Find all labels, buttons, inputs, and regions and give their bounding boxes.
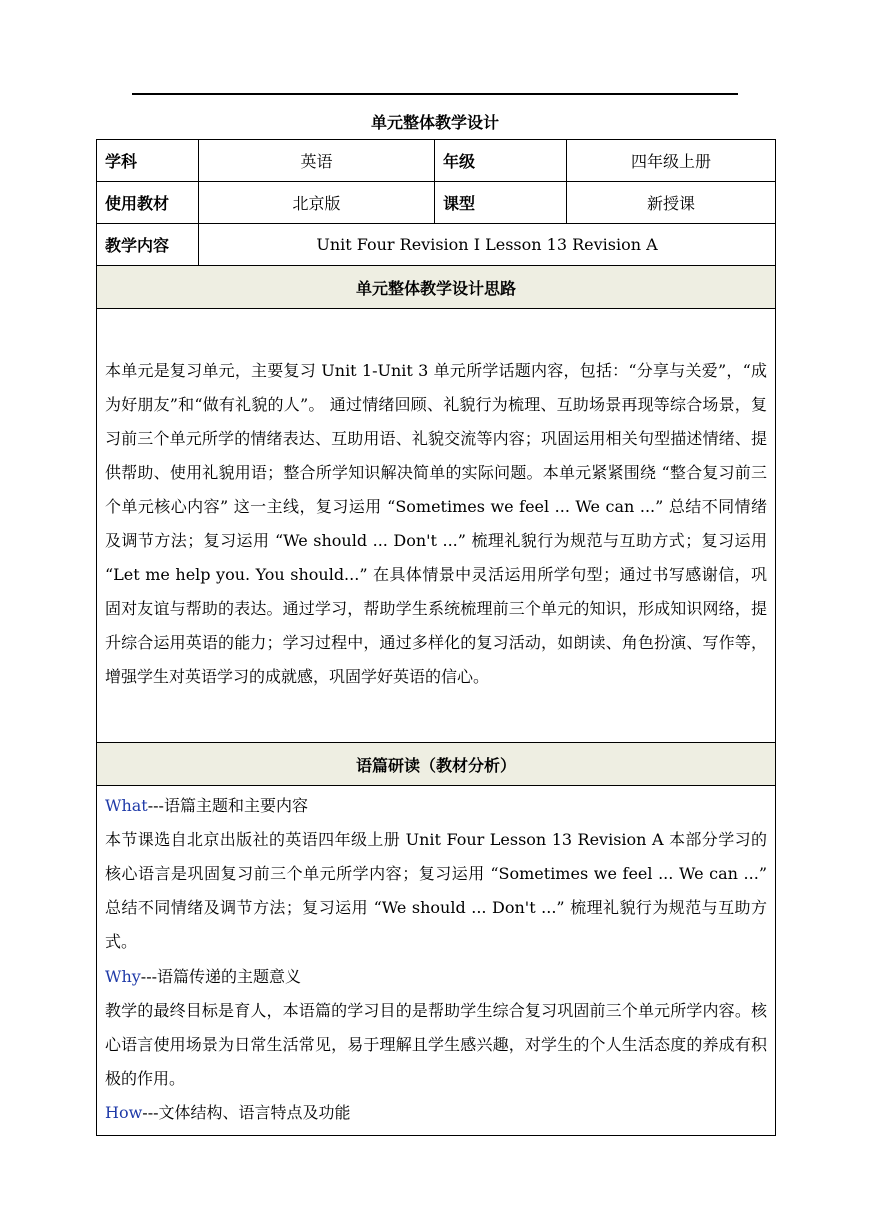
how-heading <box>105 1096 767 1130</box>
grade-label: 年级 <box>435 140 567 182</box>
subject-row <box>97 140 776 182</box>
analysis-body-cell <box>97 786 776 1136</box>
subject-value: 英语 <box>199 140 435 182</box>
why-body: 教学的最终目标是育人，本语篇的学习目的是帮助学生综合复习巩固前三个单元所学内容。核心语言使用场景为日常生活常见，易于理解且学生感兴趣，对学生的个人生活态度的养成有积极的作用。 <box>105 1000 767 1088</box>
why-heading <box>105 960 767 994</box>
design-body-cell <box>97 309 776 743</box>
what-keyword: What <box>105 796 148 816</box>
header-rule <box>132 93 738 95</box>
what-title: ---语篇主题和主要内容 <box>147 796 308 816</box>
lesson-type-label: 课型 <box>435 182 567 224</box>
analysis-heading-row <box>97 743 776 786</box>
analysis-body-row <box>97 786 776 1136</box>
what-body: 本节课选自北京出版社的英语四年级上册 Unit Four Lesson 13 Revision A 本部分学习的核心语言是巩固复习前三个单元所学内容；复习运用 “Sometimes we feel ... We can ...” 总结不同情绪及调节方法；复习运用 “We should ... Don't ...” 梳理礼貌行为规范与互助方式。 <box>105 830 767 952</box>
grade-value: 四年级上册 <box>567 140 776 182</box>
textbook-row <box>97 182 776 224</box>
content-value: Unit Four Revision I Lesson 13 Revision A <box>199 224 776 266</box>
textbook-label: 使用教材 <box>97 182 199 224</box>
design-body-text: 本单元是复习单元，主要复习 Unit 1-Unit 3 单元所学话题内容，包括：“分享与关爱”，“成为好朋友”和“做有礼貌的人”。 通过情绪回顾、礼貌行为梳理、互助场景再现等综合场景，复习前三个单元所学的情绪表达、互助用语、礼貌交流等内容；巩固运用相关句型描述情绪、提供帮助、使用礼貌用语；整合所学知识解决简单的实际问题。本单元紧紧围绕 “整合复习前三个单元核心内容” 这一主线，复习运用 “Sometimes we feel ... We can ...” 总结不同情绪及调节方法；复习运用 “We should ... Don't ...” 梳理礼貌行为规范与互助方式；复习运用 “Let me help you. You should...” 在具体情景中灵活运用所学句型；通过书写感谢信，巩固对友谊与帮助的表达。通过学习，帮助学生系统梳理前三个单元的知识，形成知识网络，提升综合运用英语的能力；学习过程中，通过多样化的复习活动，如朗读、角色扮演、写作等，增强学生对英语学习的成就感，巩固学好英语的信心。 <box>105 360 767 687</box>
content-row <box>97 224 776 266</box>
why-title: ---语篇传递的主题意义 <box>140 966 302 986</box>
content-label: 教学内容 <box>97 224 199 266</box>
subject-label: 学科 <box>97 140 199 182</box>
how-title: ---文体结构、语言特点及功能 <box>142 1102 351 1122</box>
design-section-heading: 单元整体教学设计思路 <box>97 266 776 309</box>
why-keyword: Why <box>105 966 141 986</box>
what-heading <box>105 789 767 823</box>
design-heading-row <box>97 266 776 309</box>
design-body-row <box>97 309 776 743</box>
analysis-section-heading: 语篇研读（教材分析） <box>97 743 776 786</box>
lesson-type-value: 新授课 <box>567 182 776 224</box>
how-keyword: How <box>105 1102 143 1122</box>
document-title: 单元整体教学设计 <box>370 113 499 132</box>
textbook-value: 北京版 <box>199 182 435 224</box>
lesson-design-table <box>96 139 776 1136</box>
